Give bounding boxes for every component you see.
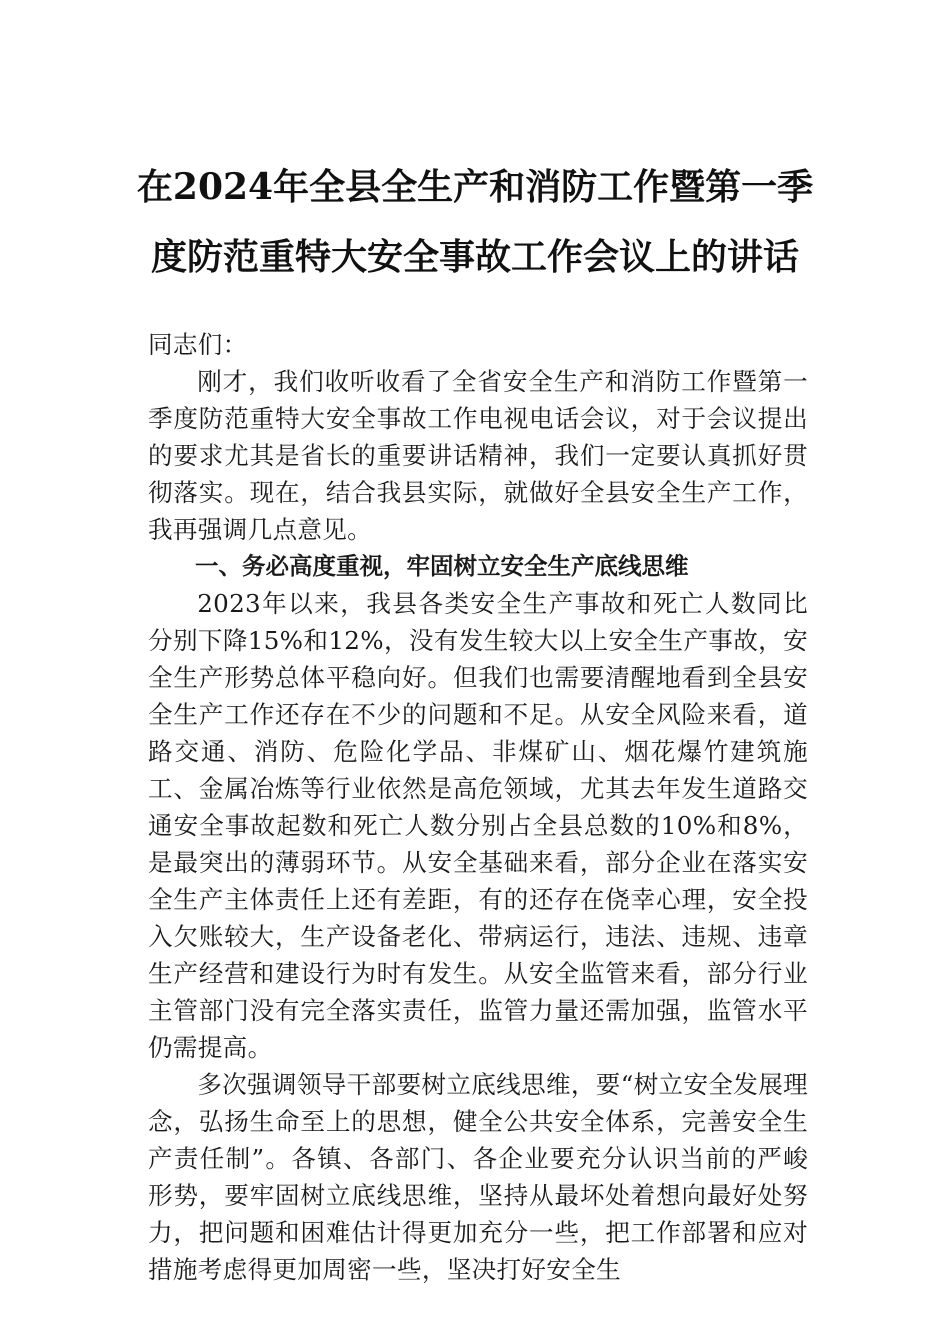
title-line-1: 在2024年全县全生产和消防工作暨第一季 bbox=[136, 166, 814, 208]
paragraph-1: 刚才，我们收听收看了全省安全生产和消防工作暨第一季度防范重特大安全事故工作电视电话会议，对于会议提出的要求尤其是省长的重要讲话精神，我们一定要认真抓好贯彻落实。现在，结合我县实际，就做好全县安全生产工作，我再强调几点意见。 bbox=[148, 367, 808, 544]
paragraph-3: 多次强调领导干部要树立底线思维，要“树立安全发展理念，弘扬生命至上的思想，健全公共安全体系，完善安全生产责任制”。各镇、各部门、各企业要充分认识当前的严峻形势，要牢固树立底线思维，坚持从最坏处着想向最好处努力，把问题和困难估计得更加充分一些，把工作部署和应对措施考虑得更加周密一些，坚决打好安全生 bbox=[148, 1070, 808, 1284]
document-body bbox=[148, 326, 808, 1288]
document-title bbox=[130, 152, 820, 292]
title-line-2: 度防范重特大安全事故工作会议上的讲话 bbox=[150, 236, 799, 278]
salutation: 同志们： bbox=[148, 330, 248, 359]
paragraph-2: 2023年以来，我县各类安全生产事故和死亡人数同比分别下降15%和12%，没有发生较大以上安全生产事故，安全生产形势总体平稳向好。但我们也需要清醒地看到全县安全生产工作还存在不少的问题和不足。从安全风险来看，道路交通、消防、危险化学品、非煤矿山、烟花爆竹建筑施工、金属冶炼等行业依然是高危领域，尤其去年发生道路交通安全事故起数和死亡人数分别占全县总数的10%和8%，是最突出的薄弱环节。从安全基础来看，部分企业在落实安全生产主体责任上还有差距，有的还存在侥幸心理，安全投入欠账较大，生产设备老化、带病运行，违法、违规、违章生产经营和建设行为时有发生。从安全监管来看，部分行业主管部门没有完全落实责任，监管力量还需加强，监管水平仍需提高。 bbox=[148, 589, 808, 1062]
section-heading-1: 一、务必高度重视，牢固树立安全生产底线思维 bbox=[195, 552, 689, 580]
